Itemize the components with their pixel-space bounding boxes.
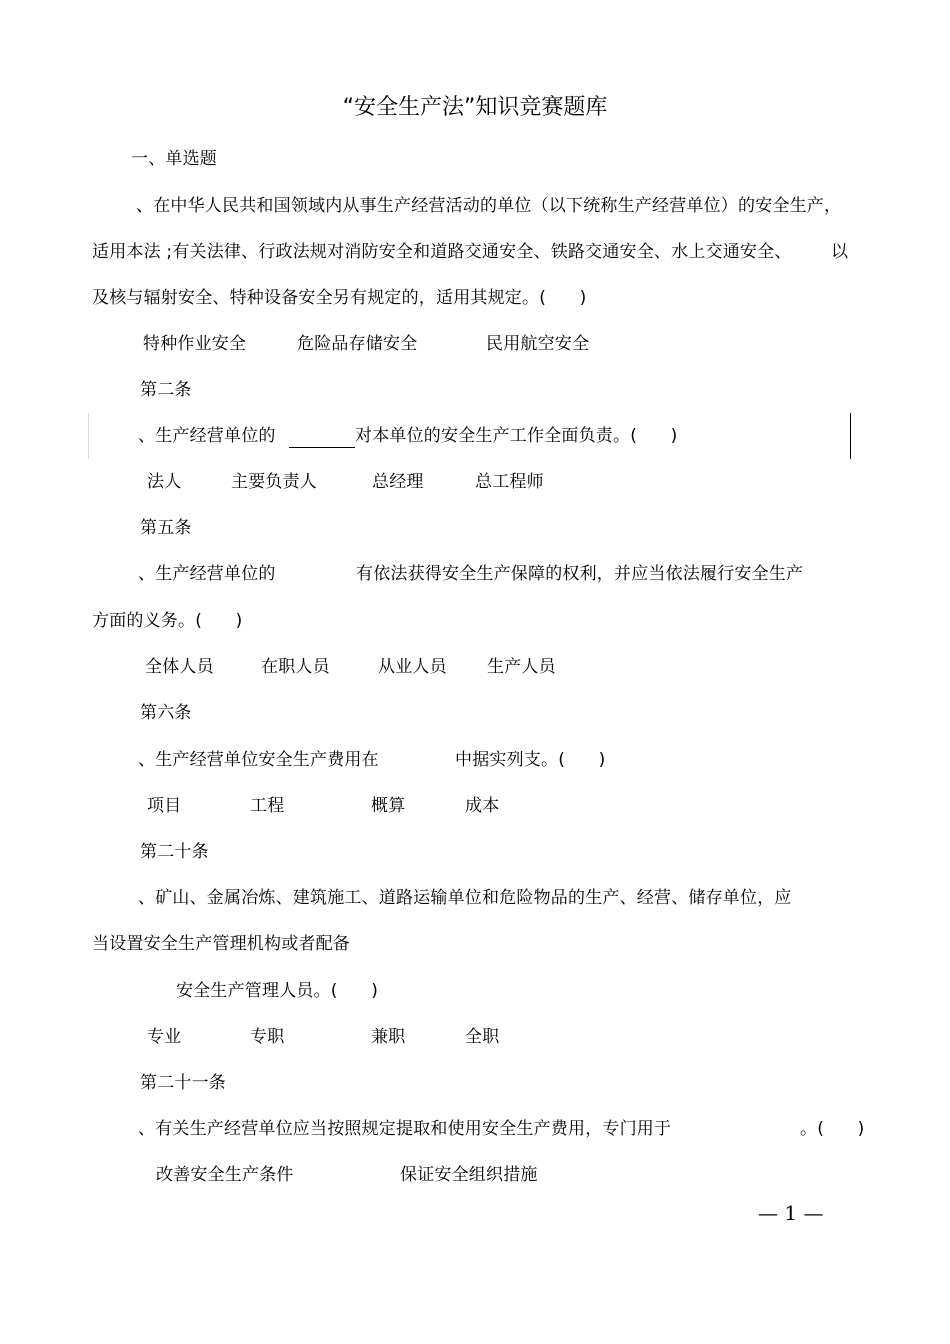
- question-5-line-3: 安全生产管理人员。( ): [176, 981, 379, 1001]
- question-1-article: 第二条: [140, 380, 192, 400]
- question-5-article: 第二十一条: [140, 1073, 226, 1093]
- question-2-article: 第五条: [140, 518, 192, 538]
- question-3-line-1-tail: 有依法获得安全生产保障的权利，并应当依法履行安全生产: [356, 564, 804, 584]
- document-title: “安全生产法”知识竞赛题库: [342, 95, 608, 120]
- question-6-option-b: 保证安全组织措施: [400, 1165, 538, 1185]
- question-4-line-1-tail: 中据实列支。( ): [455, 750, 606, 770]
- question-4-line-1: 、生产经营单位安全生产费用在: [138, 750, 379, 770]
- question-1-line-2: 适用本法 ;有关法律、行政法规对消防安全和道路交通安全、铁路交通安全、水上交通安全、: [92, 242, 792, 262]
- question-1-line-3: 及核与辐射安全、特种设备安全另有规定的，适用其规定。( ): [92, 288, 587, 308]
- question-1-line-2-tail: 以: [831, 242, 849, 262]
- question-2-option-c: 总经理: [372, 472, 424, 492]
- question-2-answer-blank: [289, 447, 355, 448]
- question-5-line-1: 、矿山、金属冶炼、建筑施工、道路运输单位和危险物品的生产、经营、储存单位，应: [138, 888, 792, 908]
- question-1-option-c: 民用航空安全: [486, 334, 590, 354]
- question-3-article: 第六条: [140, 703, 192, 723]
- question-1-option-b: 危险品存储安全: [297, 334, 418, 354]
- page-number: — 1 —: [758, 1201, 824, 1225]
- question-3-line-2: 方面的义务。( ): [92, 611, 243, 631]
- question-2-option-d: 总工程师: [475, 472, 544, 492]
- question-3-line-1: 、生产经营单位的: [138, 564, 276, 584]
- question-2-option-b: 主要负责人: [231, 472, 317, 492]
- question-3-option-b: 在职人员: [261, 657, 330, 677]
- question-2-line-1: 、生产经营单位的: [138, 426, 276, 446]
- question-4-option-c: 概算: [371, 796, 406, 816]
- question-5-option-c: 兼职: [371, 1027, 406, 1047]
- question-6-line-1: 、有关生产经营单位应当按照规定提取和使用安全生产费用，专门用于: [138, 1119, 672, 1139]
- question-4-option-d: 成本: [465, 796, 500, 816]
- question-3-option-a: 全体人员: [145, 657, 214, 677]
- question-4-option-a: 项目: [147, 796, 182, 816]
- section-heading: 一、单选题: [131, 149, 217, 169]
- question-1-line-1: 、在中华人民共和国领域内从事生产经营活动的单位（以下统称生产经营单位）的安全生产，: [136, 196, 842, 216]
- question-5-option-d: 全职: [465, 1027, 500, 1047]
- question-4-article: 第二十条: [140, 842, 209, 862]
- question-2-line-1-tail: 对本单位的安全生产工作全面负责。( ): [355, 426, 678, 446]
- question-3-option-c: 从业人员: [378, 657, 447, 677]
- question-6-line-1-tail: 。( ): [800, 1119, 865, 1139]
- question-5-option-a: 专业: [147, 1027, 182, 1047]
- left-margin-rule: [88, 413, 89, 459]
- question-3-option-d: 生产人员: [487, 657, 556, 677]
- question-2-option-a: 法人: [147, 472, 182, 492]
- question-6-option-a: 改善安全生产条件: [156, 1165, 294, 1185]
- right-margin-rule: [850, 413, 851, 459]
- question-4-option-b: 工程: [250, 796, 285, 816]
- question-5-option-b: 专职: [250, 1027, 285, 1047]
- question-1-option-a: 特种作业安全: [143, 334, 247, 354]
- question-5-line-2: 当设置安全生产管理机构或者配备: [92, 934, 350, 954]
